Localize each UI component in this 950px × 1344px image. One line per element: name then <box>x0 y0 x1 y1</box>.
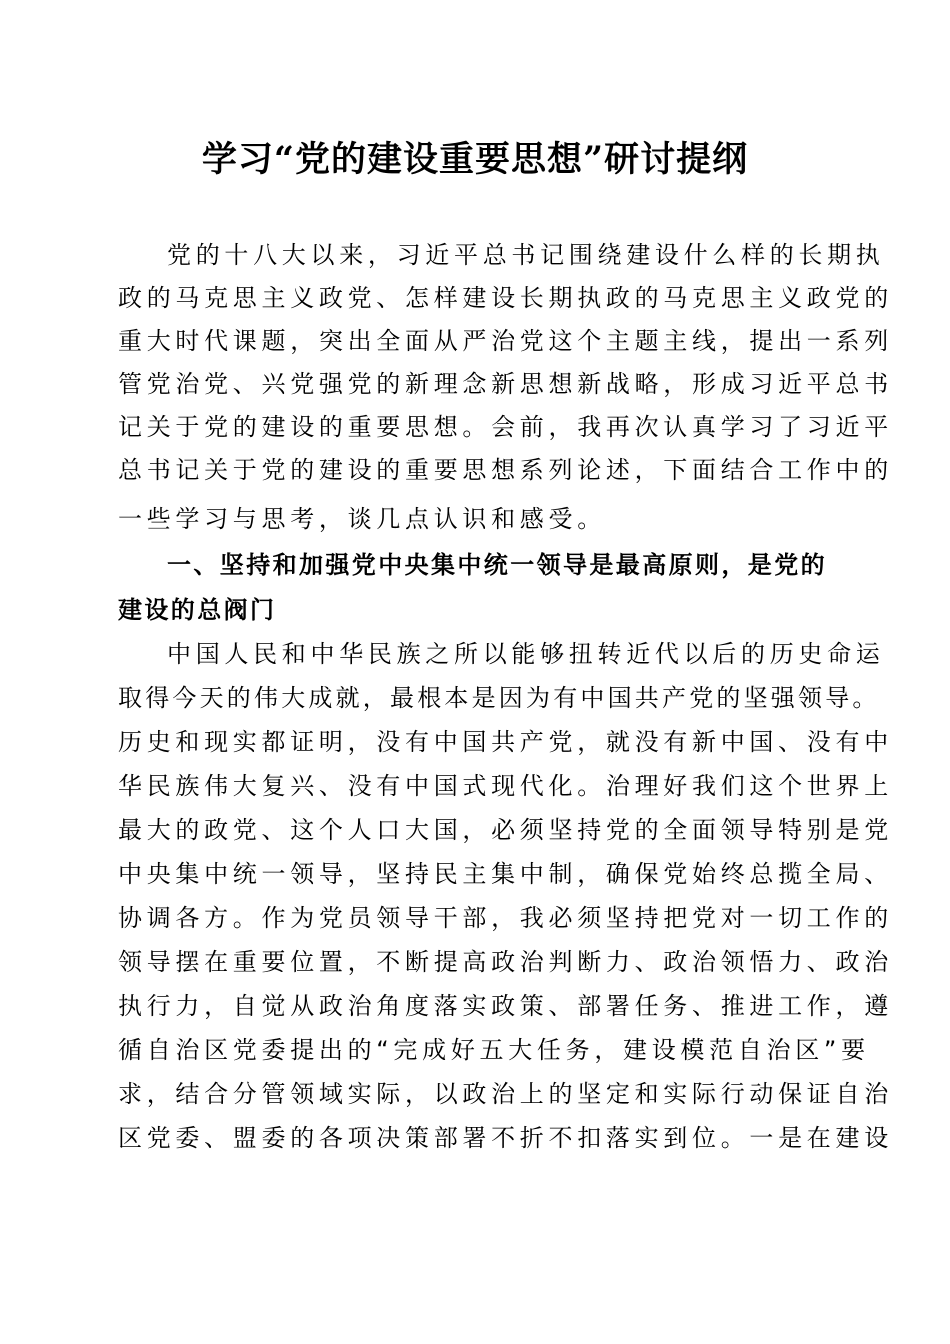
paragraph-line: 党的十八大以来，习近平总书记围绕建设什么样的长期执 <box>167 241 885 269</box>
paragraph-line: 取得今天的伟大成就，最根本是因为有中国共产党的坚强领导。 <box>118 684 880 712</box>
document-title: 学习“党的建设重要思想”研讨提纲 <box>201 139 749 180</box>
paragraph-line: 循自治区党委提出的“完成好五大任务，建设模范自治区”要 <box>118 1036 870 1064</box>
paragraph-line: 政的马克思主义政党、怎样建设长期执政的马克思主义政党的 <box>118 284 893 312</box>
paragraph-line: 记关于党的建设的重要思想。会前，我再次认真学习了习近平 <box>118 413 893 441</box>
section-heading: 建设的总阀门 <box>118 596 277 624</box>
paragraph-line: 领导摆在重要位置，不断提高政治判断力、政治领悟力、政治 <box>118 948 893 976</box>
paragraph-line: 执行力，自觉从政治角度落实政策、部署任务、推进工作，遵 <box>118 992 893 1020</box>
paragraph-line: 一些学习与思考，谈几点认识和感受。 <box>118 505 606 533</box>
paragraph-line: 求，结合分管领域实际，以政治上的坚定和实际行动保证自治 <box>118 1080 893 1108</box>
paragraph-line: 最大的政党、这个人口大国，必须坚持党的全面领导特别是党 <box>118 816 893 844</box>
paragraph-line: 重大时代课题，突出全面从严治党这个主题主线，提出一系列 <box>118 327 893 355</box>
paragraph-line: 协调各方。作为党员领导干部，我必须坚持把党对一切工作的 <box>118 904 893 932</box>
paragraph-line: 中国人民和中华民族之所以能够扭转近代以后的历史命运 <box>167 640 885 668</box>
paragraph-line: 管党治党、兴党强党的新理念新思想新战略，形成习近平总书 <box>118 370 893 398</box>
section-heading: 一、坚持和加强党中央集中统一领导是最高原则，是党的 <box>167 551 827 579</box>
paragraph-line: 历史和现实都证明，没有中国共产党，就没有新中国、没有中 <box>118 728 893 756</box>
paragraph-line: 总书记关于党的建设的重要思想系列论述，下面结合工作中的 <box>118 456 893 484</box>
paragraph-line: 中央集中统一领导，坚持民主集中制，确保党始终总揽全局、 <box>118 860 893 888</box>
paragraph-line: 区党委、盟委的各项决策部署不折不扣落实到位。一是在建设 <box>118 1124 893 1152</box>
paragraph-line: 华民族伟大复兴、没有中国式现代化。治理好我们这个世界上 <box>118 772 893 800</box>
